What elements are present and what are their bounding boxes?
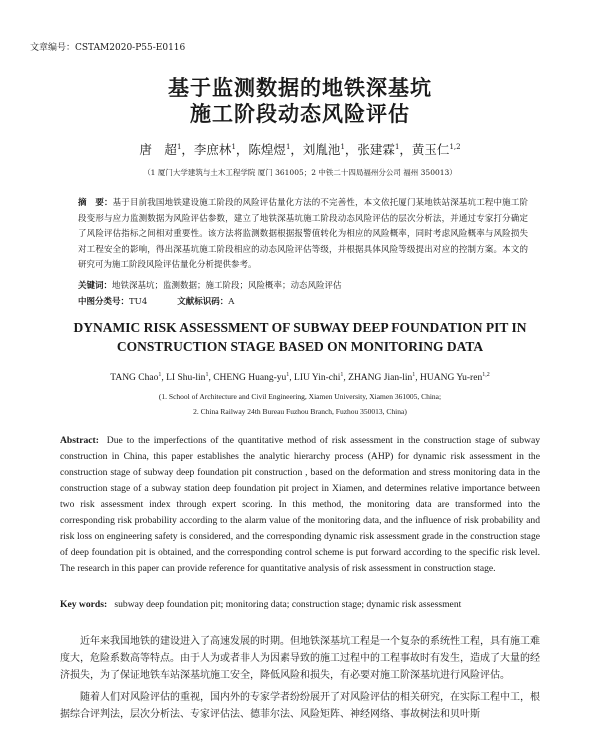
classification-value: TU4	[129, 297, 148, 307]
author-affiliation-mark: 1,2	[482, 372, 490, 378]
classification-line	[78, 295, 234, 307]
author-affiliation-mark: 1	[412, 372, 416, 378]
article-number: 文章编号：CSTAM2020-P55-E0116	[30, 43, 186, 53]
author-name: 张建霖	[357, 142, 395, 157]
english-authors: TANG Chao$^1$, LI Shu-lin$^1$, CHENG Huang-$yu^1$, LIU Yin-chi$^1$, ZHANG Jian-lin$^1$, HUANG Yu-ren$^{1,2}$	[110, 372, 490, 384]
author-name: 黄玉仁	[411, 142, 450, 157]
author-affiliation-mark: 1	[285, 142, 291, 151]
chinese-keywords	[78, 279, 528, 291]
author-name: LIU Yin-chi	[294, 373, 341, 384]
author-affiliation-mark: 1	[340, 372, 344, 378]
author-affiliation-mark: 1	[231, 142, 236, 151]
english-affiliation-2: 2. China Railway 24th Bureau Fuzhou Branch, Fuzhou 350013, China)	[193, 407, 407, 416]
body-text	[60, 633, 540, 728]
english-title-line-1: DYNAMIC RISK ASSESSMENT OF SUBWAY DEEP FOUNDATION PIT IN	[73, 320, 527, 335]
english-abstract-label: Abstract:	[60, 435, 99, 446]
author-name: 刘胤池	[302, 142, 341, 157]
english-abstract-text: Due to the imperfections of the quantitative method of risk assessment in the construction stage of subway construction in China, this paper establishes the analytic hierarchy process (AHP) for dynamic risk assessment in the construction stage of subway deep foundation pit construction , based on the deformation and stress monitoring data in the construction stage of a subway station deep foundation pit project in Xiamen, and determines relative importance between two risk assessment index through expert scoring. In this method, the monitoring data are transformed into the corresponding risk probability according to the alarm value of the monitoring data, and the influence of risk probability and risk loss on engineering safety is considered, and the corresponding dynamic risk assessment grade in the construction stage of deep foundation pit is obtained, and the corresponding control scheme is put forward according to the specific risk level. The research in this paper can provide reference for quantitative analysis of risk assessment in construction stage.	[60, 435, 540, 574]
author-name: TANG Chao	[110, 373, 159, 384]
author-affiliation-mark: 1	[340, 142, 345, 151]
english-abstract	[60, 433, 540, 577]
english-title-line-2: CONSTRUCTION STAGE BASED ON MONITORING DATA	[116, 339, 484, 354]
author-name: CHENG Huang-yu	[213, 373, 287, 384]
classification-label: 中图分类号：	[78, 297, 130, 307]
author-name: 唐 超	[139, 142, 177, 157]
body-paragraph: 近年来我国地铁的建设进入了高速发展的时期。但地铁深基坑工程是一个复杂的系统性工程，具有施工难度大，危险系数高等特点。由于人为或者非人为因素导致的施工过程中的工程事故时有发生，造成了大量的经济损失，为了保证地铁车站深基坑施工安全，降低风险和损失，有必要对施工阶深基坑进行风险评估。	[60, 636, 540, 681]
english-affiliation-1: (1. School of Architecture and Civil Engineering, Xiamen University, Xiamen 361005, China;	[158, 392, 442, 401]
author-name: HUANG Yu-ren	[420, 373, 483, 384]
author-name: 陈煌煜	[248, 142, 286, 157]
author-affiliation-mark: 1	[286, 372, 290, 378]
chinese-keywords-label: 关键词：	[78, 281, 113, 291]
english-keywords-text: subway deep foundation pit; monitoring data; construction stage; dynamic risk assessment	[114, 599, 462, 610]
author-affiliation-mark: 1	[394, 142, 400, 151]
chinese-keywords-text: 地铁深基坑；监测数据；施工阶段；风险概率；动态风险评估	[112, 281, 342, 291]
author-name: LI Shu-lin	[166, 373, 206, 384]
chinese-title-line-1: 基于监测数据的地铁深基坑	[168, 75, 432, 100]
chinese-affiliations: （1 厦门大学建筑与土木工程学院 厦门 361005；2 中铁二十四局福州分公司 福州 350013）	[143, 168, 457, 177]
english-keywords-label: Key words:	[60, 599, 108, 610]
chinese-abstract	[78, 196, 528, 274]
author-affiliation-mark: 1	[158, 372, 162, 378]
chinese-abstract-text: 基于目前我国地铁建设施工阶段的风险评估量化方法的不完善性，本文依托厦门某地铁站深基坑工程中施工阶段变形与应力监测数据为风险评估参数，建立了地铁深基坑施工阶段动态风险评估的层次分析法，并通过专家打分确定了风险评估指标之间相对重要性。该方法将监测数据根据报警值转化为相应的风险概率，同时考虑风险概率与风险损失对工程安全的影响，得出深基坑施工阶段相应的动态风险评估等级，并根据具体风险等级提出对应的控制方案。本文的研究可为施工阶段风险评估量化分析提供参考。	[78, 198, 528, 270]
document-code-label: 文献标识码：	[177, 297, 229, 307]
chinese-title-line-2: 施工阶段动态风险评估	[190, 101, 410, 126]
document-code-value: A	[228, 297, 235, 307]
author-affiliation-mark: 1	[205, 372, 209, 378]
author-name: ZHANG Jian-lin	[348, 373, 413, 384]
body-paragraph: 随着人们对风险评估的重视，国内外的专家学者纷纷展开了对风险评估的相关研究，在实际工程中工，根据综合评判法，层次分析法、专家评估法、德菲尔法、风险矩阵、神经网络、事故树法和贝叶斯	[60, 692, 540, 720]
author-affiliation-mark: 1,2	[449, 142, 461, 151]
author-name: 李庶林	[193, 142, 232, 157]
chinese-authors: 唐 超$^1$，李庶林$^1$，陈煌煜$^1$，刘胤池$^1$，张建霖$^1$，黄玉仁$^{1,2}$	[139, 142, 461, 157]
english-keywords	[60, 599, 540, 610]
author-affiliation-mark: 1	[176, 142, 182, 151]
chinese-abstract-label: 摘 要：	[78, 198, 113, 208]
